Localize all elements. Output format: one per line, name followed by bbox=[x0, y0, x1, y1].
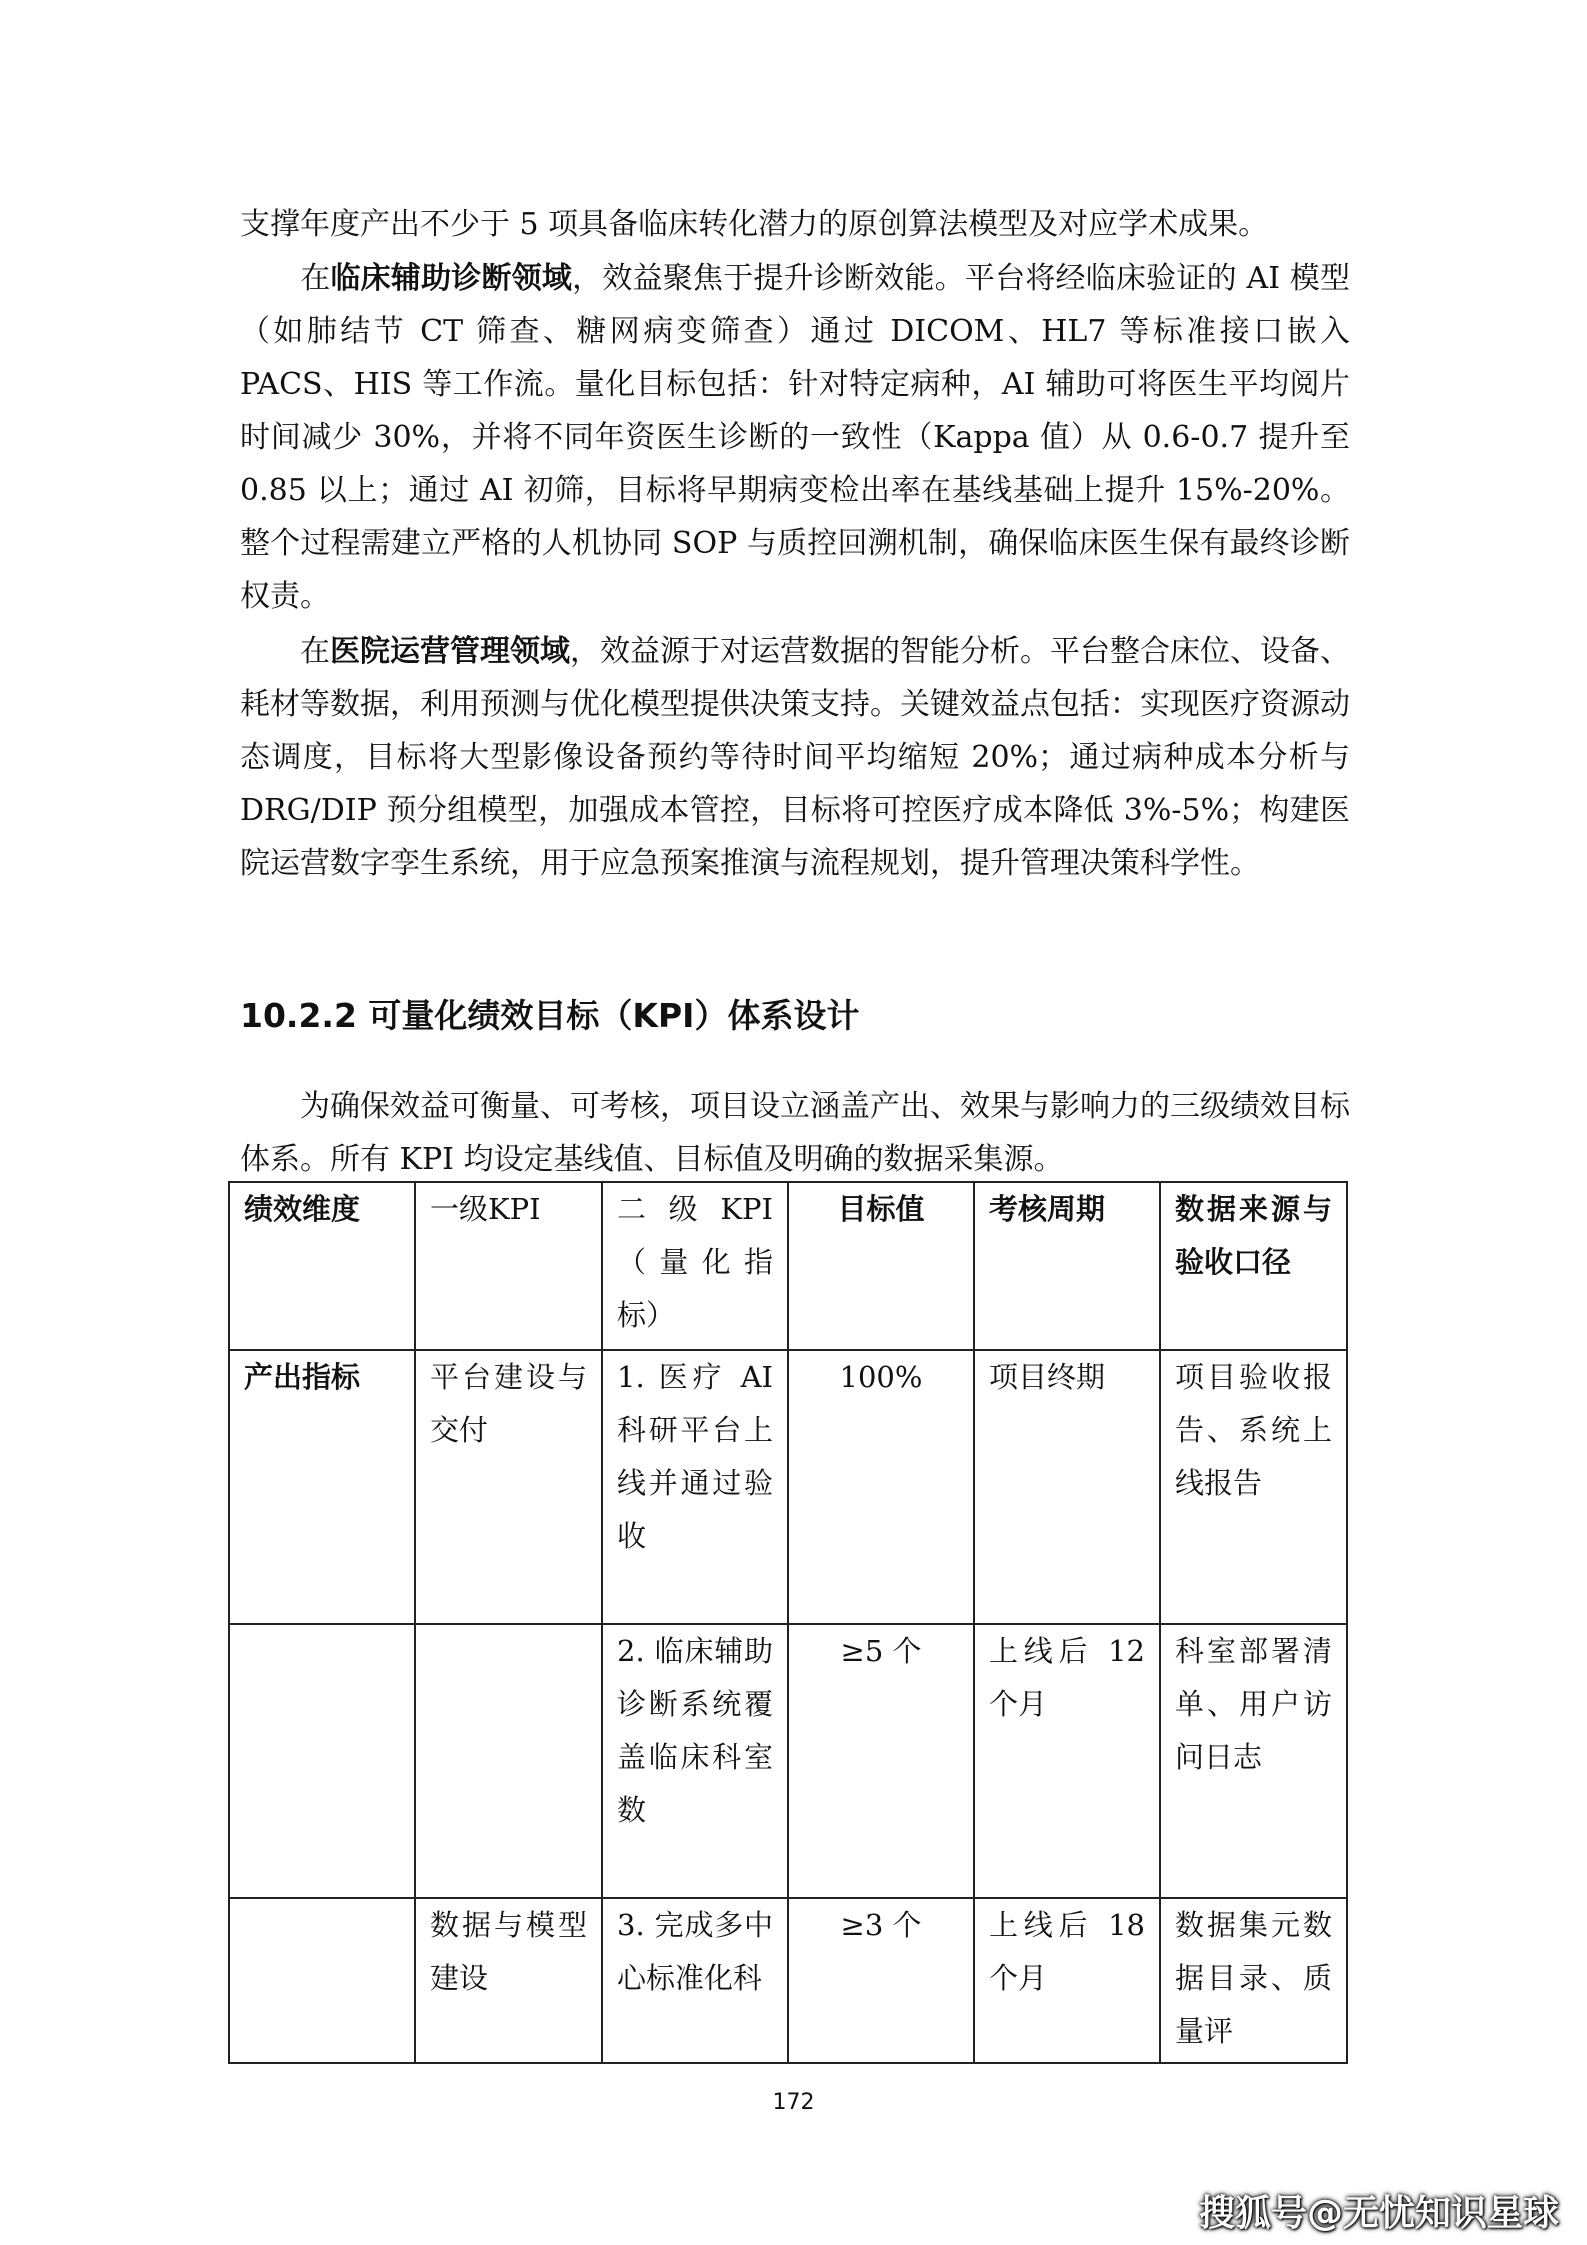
header-cell: 二级KPI（量化指标） bbox=[602, 1182, 788, 1350]
page-number: 172 bbox=[772, 2090, 815, 2115]
table-row bbox=[229, 1350, 1347, 1624]
header-cell: 绩效维度 bbox=[229, 1182, 415, 1350]
table-cell: 2. 临床辅助诊断系统覆盖临床科室数 bbox=[602, 1624, 788, 1898]
table-cell: 项目验收报告、系统上线报告 bbox=[1160, 1350, 1347, 1624]
kpi-table bbox=[228, 1181, 1348, 2064]
table-cell: 1. 医疗 AI 科研平台上线并通过验收 bbox=[602, 1350, 788, 1624]
table-cell bbox=[415, 1624, 602, 1898]
table-cell: 平台建设与交付 bbox=[415, 1350, 602, 1624]
table-cell: ≥3 个 bbox=[788, 1898, 974, 2063]
paragraph-kpi-intro: 为确保效益可衡量、可考核，项目设立涵盖产出、效果与影响力的三级绩效目标体系。所有 KPI 均设定基线值、目标值及明确的数据采集源。 bbox=[240, 1089, 1350, 1177]
paragraph-clinical-diagnosis: 在临床辅助诊断领域，效益聚焦于提升诊断效能。平台将经临床验证的 AI 模型（如肺结节 CT 筛查、糖网病变筛查）通过 DICOM、HL7 等标准接口嵌入 PACS、HIS 等工作流。量化目标包括：针对特定病种，AI 辅助可将医生平均阅片时间减少 30%，并将不同年资医生诊断的一致性（Kappa 值）从 0.6-0.7 提升至 0.85 以上；通过 AI 初筛，目标将早期病变检出率在基线基础上提升 15%-20%。整个过程需建立严格的人机协同 SOP 与质控回溯机制，确保临床医生保有最终诊断权责。 bbox=[240, 261, 1351, 614]
table-cell bbox=[229, 1624, 415, 1898]
section-heading: 10.2.2 可量化绩效目标（KPI）体系设计 bbox=[240, 996, 860, 1035]
header-cell: 考核周期 bbox=[974, 1182, 1160, 1350]
table-row bbox=[229, 1898, 1347, 2063]
table-row bbox=[229, 1624, 1347, 1898]
table-cell: 上线后 18 个月 bbox=[974, 1898, 1160, 2063]
bold-term-clinical: 临床辅助诊断领域 bbox=[330, 261, 573, 296]
table-cell: 上线后 12 个月 bbox=[974, 1624, 1160, 1898]
table-cell: 数据集元数据目录、质量评 bbox=[1160, 1898, 1347, 2063]
table-cell: 项目终期 bbox=[974, 1350, 1160, 1624]
table-cell bbox=[229, 1898, 415, 2063]
table-cell: 数据与模型建设 bbox=[415, 1898, 602, 2063]
watermark: 搜狐号@无忧知识星球 bbox=[1198, 2193, 1559, 2234]
paragraph-1: 支撑年度产出不少于 5 项具备临床转化潜力的原创算法模型及对应学术成果。 bbox=[240, 207, 1269, 242]
table-cell: ≥5 个 bbox=[788, 1624, 974, 1898]
table-cell: 3. 完成多中心标准化科 bbox=[602, 1898, 788, 2063]
table-cell: 科室部署清单、用户访问日志 bbox=[1160, 1624, 1347, 1898]
header-cell: 目标值 bbox=[788, 1182, 974, 1350]
header-cell: 数据来源与验收口径 bbox=[1160, 1182, 1347, 1350]
bold-term-operations: 医院运营管理领域 bbox=[330, 634, 570, 669]
paragraph-hospital-operations: 在医院运营管理领域，效益源于对运营数据的智能分析。平台整合床位、设备、耗材等数据，利用预测与优化模型提供决策支持。关键效益点包括：实现医疗资源动态调度，目标将大型影像设备预约等待时间平均缩短 20%；通过病种成本分析与 DRG/DIP 预分组模型，加强成本管控，目标将可控医疗成本降低 3%-5%；构建医院运营数字孪生系统，用于应急预案推演与流程规划，提升管理决策科学性。 bbox=[240, 634, 1350, 881]
header-cell: 一级KPI bbox=[415, 1182, 602, 1350]
table-header-row bbox=[229, 1182, 1347, 1350]
table-cell: 产出指标 bbox=[229, 1350, 415, 1624]
table-cell: 100% bbox=[788, 1350, 974, 1624]
